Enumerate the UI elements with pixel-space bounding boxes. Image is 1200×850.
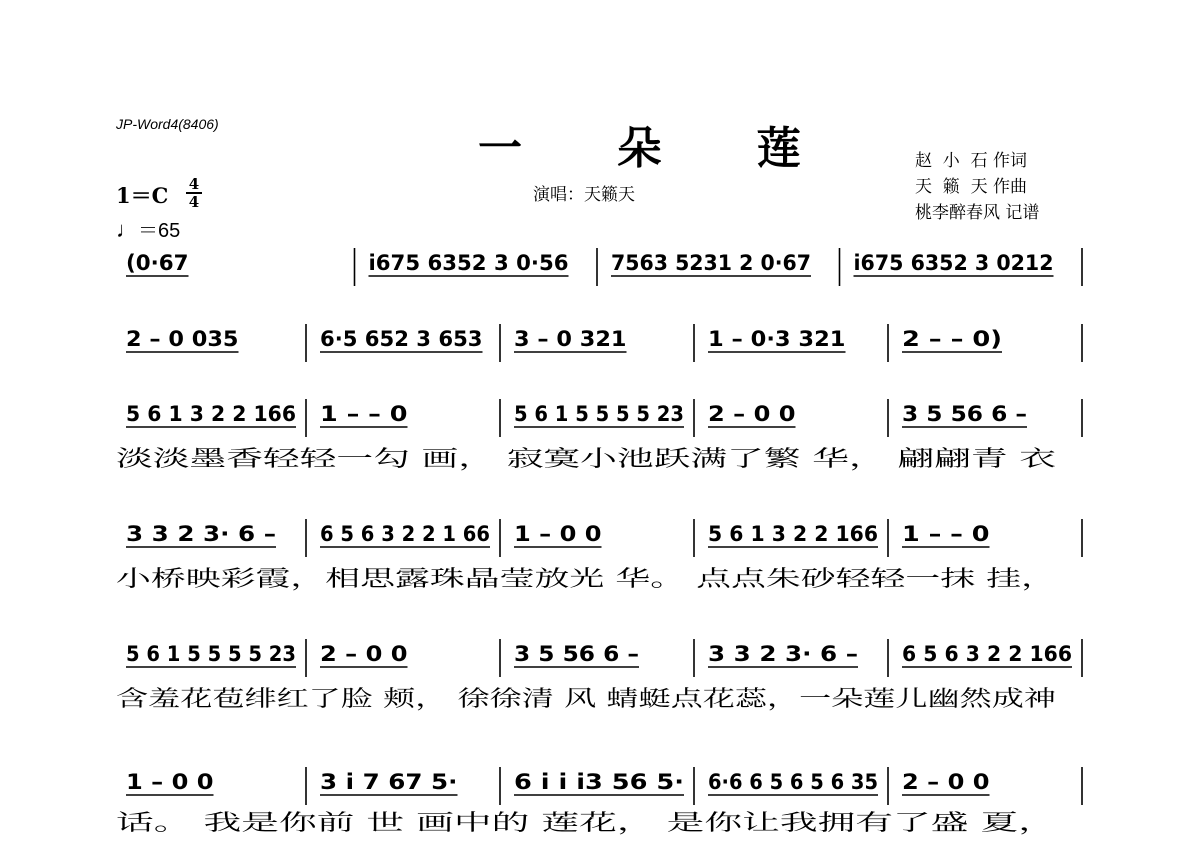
measure: i675 6352 3 0·56 bbox=[368, 251, 569, 275]
measure: 5 6 1 3 2 2 166 bbox=[126, 402, 296, 426]
lyricist-credit: 赵 小 石 作词 bbox=[915, 151, 1028, 171]
score-row bbox=[126, 639, 1082, 677]
score-row bbox=[126, 519, 1082, 557]
song-title: 一 朵 莲 bbox=[478, 123, 841, 174]
measure: 5 6 1 5 5 5 5 23 bbox=[514, 402, 684, 426]
score-row bbox=[126, 248, 1082, 286]
measure: 1 – – 0 bbox=[320, 402, 408, 426]
measure: 6 5 6 3 2 2 166 bbox=[902, 642, 1072, 666]
measure: 3 i 7 67 5· bbox=[320, 770, 458, 794]
lyrics-line: 话。 我是你前 世 画中的 莲花， 是你让我拥有了盛 夏， bbox=[116, 811, 1056, 836]
quarter-note-icon: ♩ bbox=[116, 217, 138, 242]
measure: 2 – 0 0 bbox=[708, 402, 796, 426]
composer-credit: 天 籁 天 作曲 bbox=[915, 177, 1028, 197]
measure: 6·5 652 3 653 bbox=[320, 327, 483, 351]
time-signature-top: 4 bbox=[188, 175, 200, 193]
lyrics-line: 淡淡墨香轻轻一勾 画， 寂寞小池跃满了繁 华， 翩翩青 衣 bbox=[116, 447, 1056, 472]
measure: (0·67 bbox=[126, 251, 189, 275]
lyrics-line: 含羞花苞绯红了脸 颊， 徐徐清 风 蜻蜓点花蕊，一朵莲儿幽然成神 bbox=[116, 687, 1056, 712]
measure: 3 – 0 321 bbox=[514, 327, 627, 351]
measure: 6 5 6 3 2 2 1 66 bbox=[320, 522, 490, 546]
measure: 5 6 1 3 2 2 166 bbox=[708, 522, 878, 546]
measure: 5 6 1 5 5 5 5 23 bbox=[126, 642, 296, 666]
measure: 1 – 0·3 321 bbox=[708, 327, 846, 351]
measure: 7563 5231 2 0·67 bbox=[611, 251, 811, 275]
measure: 6 i i i3 56 5· bbox=[514, 770, 684, 794]
measure: 1 – 0 0 bbox=[514, 522, 602, 546]
key-signature: 1＝C bbox=[116, 183, 169, 208]
measure: 3 3 2 3· 6 – bbox=[126, 522, 276, 546]
lyrics-line: 小桥映彩霞，相思露珠晶莹放光 华。 点点朱砂轻轻一抹 挂， bbox=[116, 567, 1056, 592]
singer-credit: 演唱：天籁天 bbox=[533, 185, 635, 205]
measure: 2 – 0 035 bbox=[126, 327, 239, 351]
measure: 3 3 2 3· 6 – bbox=[708, 642, 858, 666]
score-row bbox=[126, 399, 1082, 437]
measure: 2 – – 0) bbox=[902, 327, 1002, 351]
score-row bbox=[126, 767, 1082, 805]
software-label: JP-Word4(8406) bbox=[116, 116, 219, 132]
measure: 6·6 6 5 6 5 6 35 bbox=[708, 770, 878, 794]
measure: 1 – 0 0 bbox=[126, 770, 214, 794]
tempo-value: ＝65 bbox=[138, 220, 181, 242]
measure: 3 5 56 6 – bbox=[902, 402, 1027, 426]
measure: 3 5 56 6 – bbox=[514, 642, 639, 666]
measure: i675 6352 3 0212 bbox=[853, 251, 1054, 275]
measure: 2 – 0 0 bbox=[902, 770, 990, 794]
score-row bbox=[126, 324, 1082, 362]
time-signature-bottom: 4 bbox=[188, 193, 200, 211]
measure: 1 – – 0 bbox=[902, 522, 990, 546]
transcriber-credit: 桃李醉春风 记谱 bbox=[915, 203, 1040, 223]
measure: 2 – 0 0 bbox=[320, 642, 408, 666]
